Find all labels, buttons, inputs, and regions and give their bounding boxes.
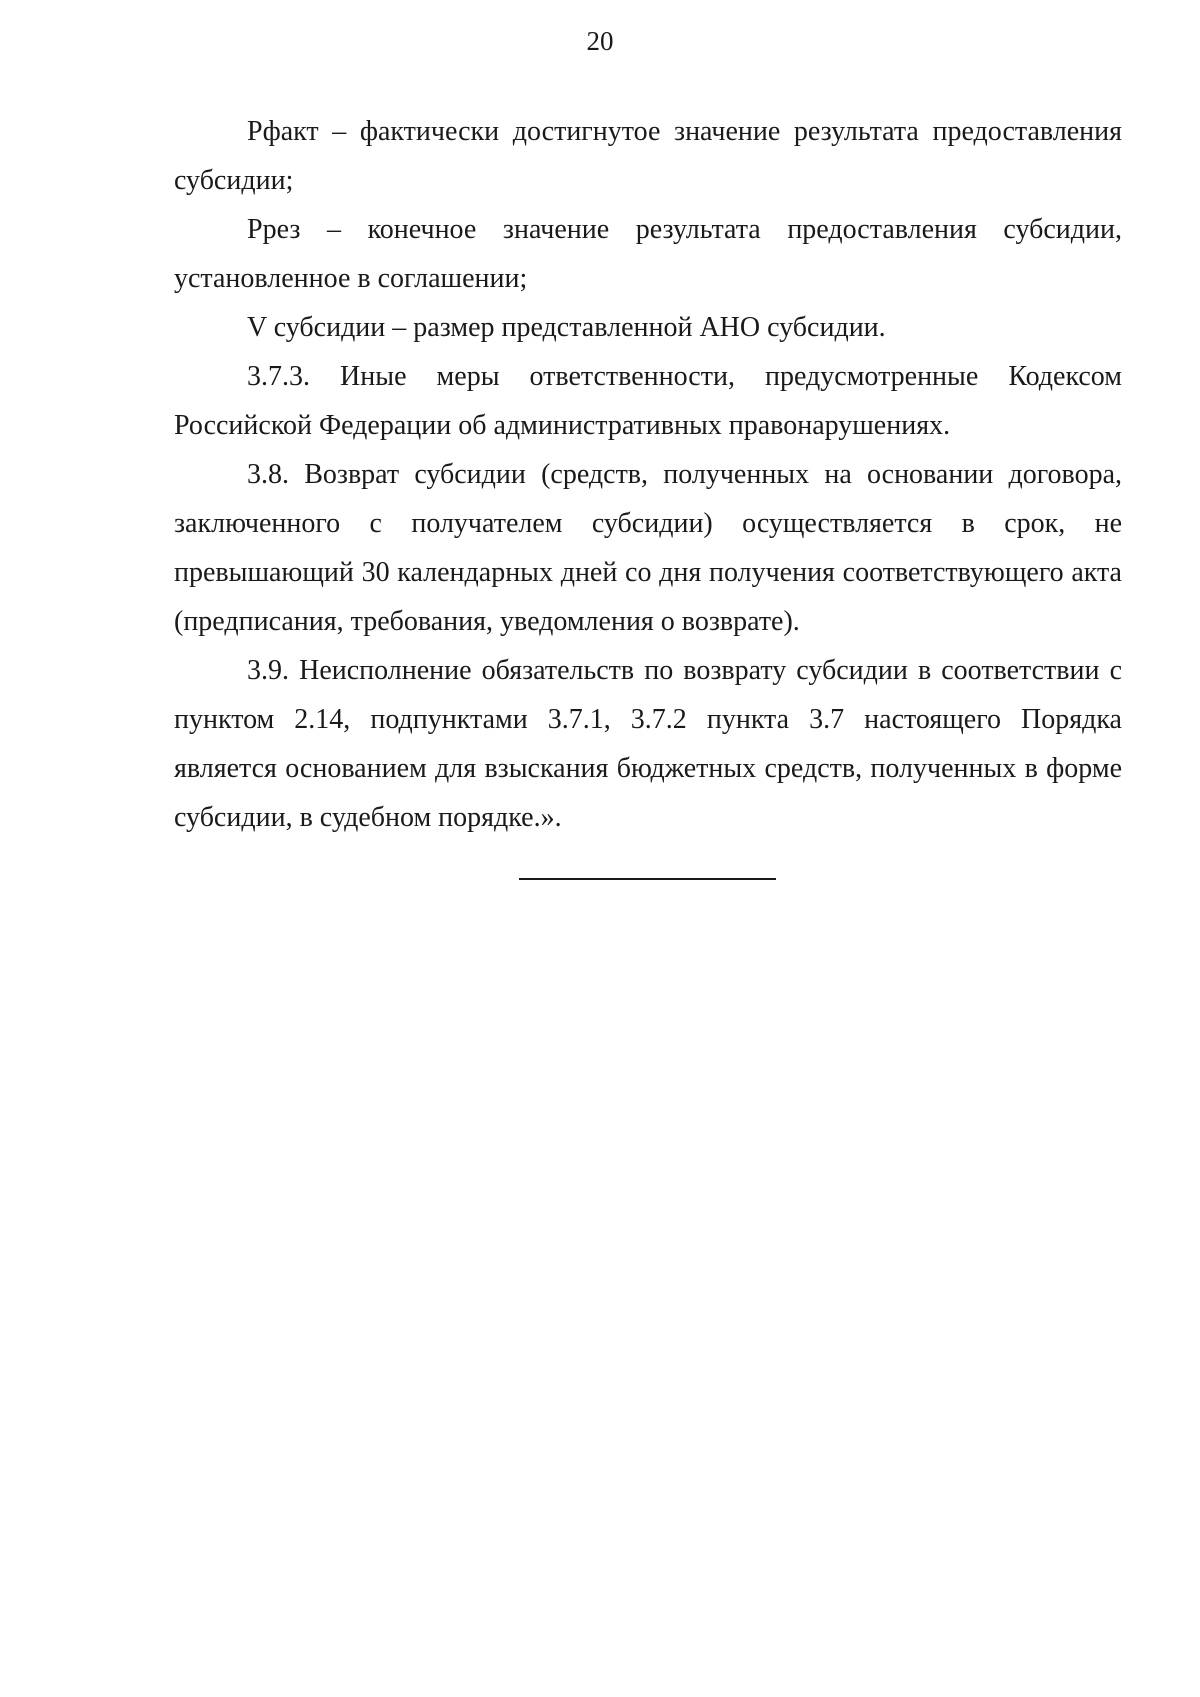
closing-divider bbox=[519, 878, 776, 880]
paragraph-rrez-definition: Ррез – конечное значение результата предоставления субсидии, установленное в соглашении; bbox=[174, 214, 1122, 294]
paragraph-3-8: 3.8. Возврат субсидии (средств, полученных на основании договора, заключенного с получателем субсидии) осуществляется в срок, не превышающий 30 календарных дней со дня получения соответствующего акта (предписания, требования, уведомления о возврате). bbox=[174, 459, 1122, 637]
page-number: 20 bbox=[586, 26, 614, 56]
document-body bbox=[174, 107, 1122, 842]
paragraph-3-9: 3.9. Неисполнение обязательств по возврату субсидии в соответствии с пунктом 2.14, подпунктами 3.7.1, 3.7.2 пункта 3.7 настоящего Порядка является основанием для взыскания бюджетных средств, полученных в форме субсидии, в судебном порядке.». bbox=[174, 655, 1122, 833]
paragraph-v-subsidy-definition: V субсидии – размер представленной АНО субсидии. bbox=[247, 312, 886, 343]
paragraph-3-7-3: 3.7.3. Иные меры ответственности, предусмотренные Кодексом Российской Федерации об административных правонарушениях. bbox=[174, 361, 1122, 441]
paragraph-rfakt-definition: Рфакт – фактически достигнутое значение результата предоставления субсидии; bbox=[174, 116, 1122, 196]
